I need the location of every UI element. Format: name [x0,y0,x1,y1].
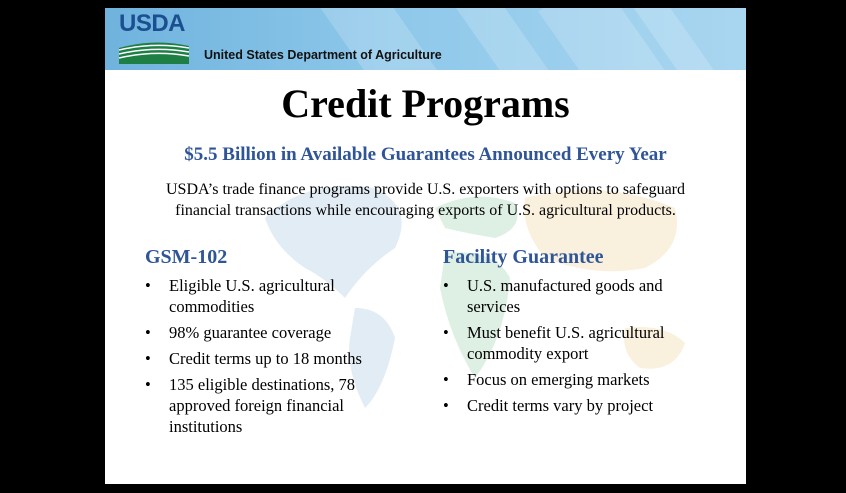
bullet-icon: • [443,370,449,389]
slide-subtitle: $5.5 Billion in Available Guarantees Announced Every Year [184,144,667,165]
usda-logo-text: USDA [119,10,186,37]
list-item: • Must benefit U.S. agricultural commodity export [443,323,665,363]
bullet-icon: • [443,396,449,415]
list-item: • 135 eligible destinations, 78 approved foreign financial institutions [145,375,356,436]
facility-guarantee-column [443,246,703,421]
facility-guarantee-heading: Facility Guarantee [443,246,604,268]
bullet-icon: • [145,375,151,394]
description-line-2: financial transactions while encouraging exports of U.S. agricultural products. [175,202,676,219]
usda-logo-hills-icon [119,38,189,66]
bullet-icon: • [145,323,151,342]
list-item: • Credit terms vary by project [443,396,654,415]
usda-logo [119,10,189,64]
gsm-102-heading: GSM-102 [145,246,228,268]
description-line-1: USDA’s trade finance programs provide U.S. exporters with options to safeguard [166,181,685,198]
department-name: United States Department of Agriculture [204,48,442,62]
presentation-slide [105,8,746,484]
slide-title: Credit Programs [281,81,570,126]
list-item: • 98% guarantee coverage [145,323,332,342]
gsm-102-column [145,246,395,442]
bullet-icon: • [145,276,151,295]
list-item: • Eligible U.S. agricultural commodities [145,276,335,316]
facility-guarantee-list [443,275,703,416]
list-item: • U.S. manufactured goods and services [443,276,663,316]
gsm-102-list [145,275,395,437]
bullet-icon: • [443,323,449,342]
bullet-icon: • [443,276,449,295]
slide-description [135,179,716,221]
header-banner [105,8,746,70]
bullet-icon: • [145,349,151,368]
list-item: • Focus on emerging markets [443,370,650,389]
list-item: • Credit terms up to 18 months [145,349,362,368]
